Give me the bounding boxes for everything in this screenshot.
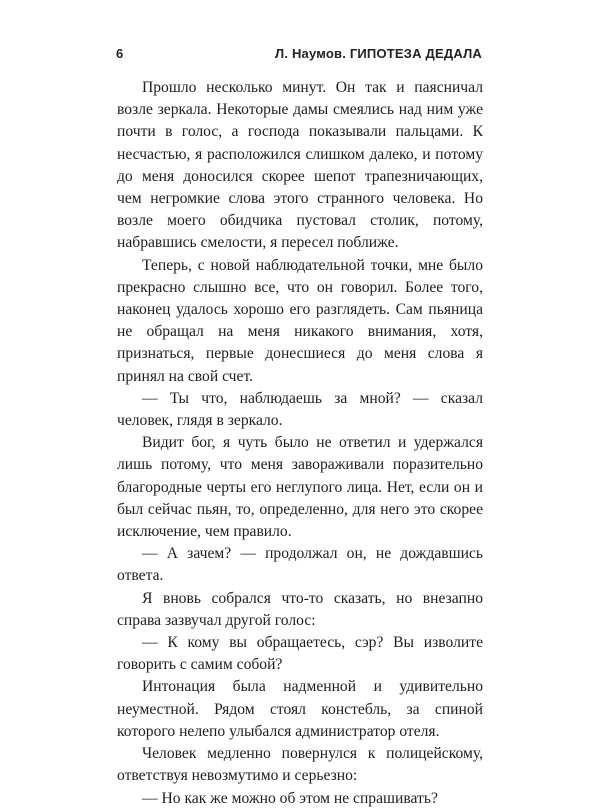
- page-body: [117, 77, 483, 810]
- dialogue-line: — Но как же можно об этом не спрашивать?: [142, 789, 438, 807]
- running-header: [116, 46, 482, 64]
- dialogue-line: — Ты что, наблюдаешь за мной? — сказал человек, глядя в зеркало.: [117, 389, 483, 430]
- dialogue-line: — А зачем? — продолжал он, не дождавшись ответа.: [117, 545, 483, 585]
- running-title: Л. Наумов. ГИПОТЕЗА ДЕДАЛА: [275, 46, 482, 61]
- paragraph: Теперь, с новой наблюдательной точки, мне было прекрасно слышно все, что он говорил. Более того, наконец удалось хорошо его разглядеть. Сам пьяница не обращал на меня никакого внимания, хотя, признаться, первые донесшиеся до меня слова я принял на свой счет.: [117, 256, 483, 385]
- paragraph: Видит бог, я чуть было не ответил и удержался лишь потому, что меня завораживали поразительно благородные черты его неглупого лица. Нет, если он и был сейчас пьян, то, определенно, для него это скорее исключение, чем правило.: [117, 434, 483, 541]
- paragraph: Человек медленно повернулся к полицейскому, ответствуя невозмутимо и серьезно:: [117, 745, 483, 785]
- dialogue-line: — К кому вы обращаетесь, сэр? Вы изволите говорить с самим собой?: [117, 634, 483, 674]
- paragraph: Я вновь собрался что-то сказать, но внезапно справа зазвучал другой голос:: [117, 589, 483, 629]
- paragraph: Интонация была надменной и удивительно неуместной. Рядом стоял констебль, за спиной которого нелепо улыбался администратор отеля.: [117, 678, 483, 740]
- paragraph: Прошло несколько минут. Он так и паясничал возле зеркала. Некоторые дамы смеялись над ним уже почти в голос, а господа показывали пальцами. К несчастью, я расположился слишком далеко, и потому до меня доносился скорее шепот трапезничающих, чем негромкие слова этого странного человека. Но возле моего обидчика пустовал столик, потому, набравшись смелости, я пересел поближе.: [117, 79, 483, 252]
- page-number: 6: [116, 46, 124, 61]
